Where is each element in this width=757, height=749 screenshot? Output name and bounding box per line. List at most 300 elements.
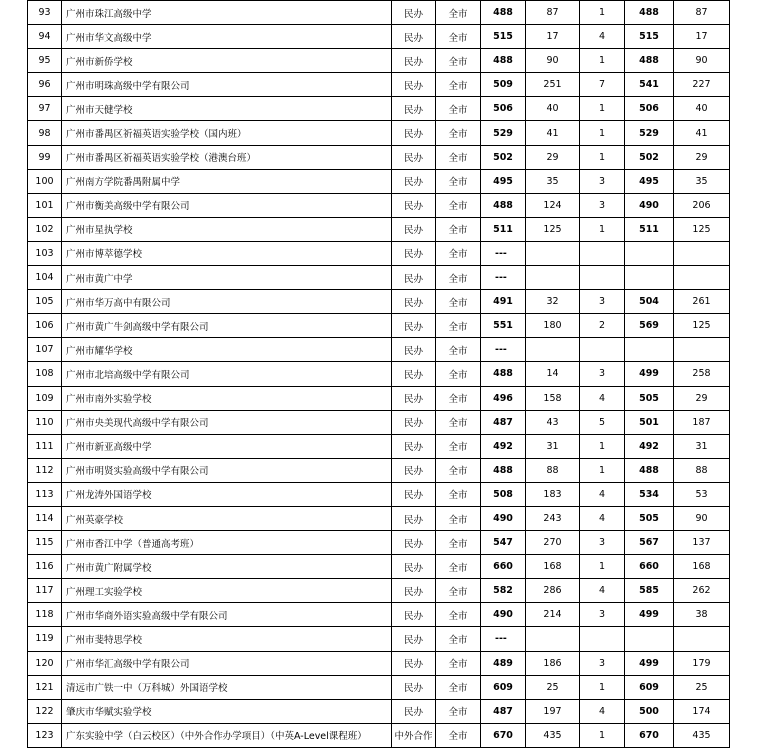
school-name-cell: 广州南方学院番禺附属中学	[62, 169, 392, 193]
min-score-cell: ---	[481, 338, 526, 362]
second-score-cell: 488	[625, 458, 674, 482]
school-name-cell: 广州英豪学校	[62, 506, 392, 530]
row-number-cell: 105	[28, 290, 62, 314]
second-score-cell: 502	[625, 145, 674, 169]
second-score-cell: 515	[625, 25, 674, 49]
enrollment-scope-cell: 全市	[436, 482, 481, 506]
table-row	[28, 386, 730, 410]
min-rank-cell: 243	[526, 506, 580, 530]
enrollment-scope-cell: 全市	[436, 627, 481, 651]
second-score-cell: 534	[625, 482, 674, 506]
school-name-cell: 广州市黄广中学	[62, 266, 392, 290]
min-score-cell: 489	[481, 651, 526, 675]
enrollment-scope-cell: 全市	[436, 1, 481, 25]
enrollment-scope-cell: 全市	[436, 25, 481, 49]
enrollment-scope-cell: 全市	[436, 145, 481, 169]
school-name-cell: 广州市耀华学校	[62, 338, 392, 362]
min-rank-cell: 214	[526, 603, 580, 627]
second-score-cell: 499	[625, 362, 674, 386]
row-number-cell: 99	[28, 145, 62, 169]
min-score-cell: 488	[481, 362, 526, 386]
second-score-cell: 660	[625, 555, 674, 579]
min-rank-cell: 40	[526, 97, 580, 121]
row-number-cell: 96	[28, 73, 62, 97]
enrollment-scope-cell: 全市	[436, 555, 481, 579]
min-rank-cell: 43	[526, 410, 580, 434]
tie-rank-cell: 4	[580, 579, 625, 603]
min-score-cell: 551	[481, 314, 526, 338]
school-type-cell: 民办	[392, 579, 436, 603]
enrollment-scope-cell: 全市	[436, 410, 481, 434]
tie-rank-cell: 1	[580, 217, 625, 241]
second-score-cell: 501	[625, 410, 674, 434]
school-type-cell: 民办	[392, 338, 436, 362]
school-type-cell: 民办	[392, 675, 436, 699]
second-rank-cell	[674, 627, 730, 651]
row-number-cell: 97	[28, 97, 62, 121]
enrollment-scope-cell: 全市	[436, 314, 481, 338]
second-rank-cell: 137	[674, 531, 730, 555]
row-number-cell: 114	[28, 506, 62, 530]
school-type-cell: 民办	[392, 314, 436, 338]
school-name-cell: 广州市斐特思学校	[62, 627, 392, 651]
second-rank-cell: 38	[674, 603, 730, 627]
row-number-cell: 120	[28, 651, 62, 675]
min-rank-cell: 168	[526, 555, 580, 579]
tie-rank-cell: 1	[580, 458, 625, 482]
tie-rank-cell	[580, 338, 625, 362]
min-score-cell: 582	[481, 579, 526, 603]
tie-rank-cell: 1	[580, 723, 625, 747]
enrollment-scope-cell: 全市	[436, 169, 481, 193]
table-row	[28, 338, 730, 362]
second-rank-cell: 262	[674, 579, 730, 603]
school-name-cell: 广州市华文高级中学	[62, 25, 392, 49]
second-rank-cell: 90	[674, 506, 730, 530]
school-name-cell: 广州龙涛外国语学校	[62, 482, 392, 506]
school-type-cell: 民办	[392, 506, 436, 530]
school-name-cell: 广州市番禺区祈福英语实验学校（港澳台班）	[62, 145, 392, 169]
tie-rank-cell: 1	[580, 1, 625, 25]
school-name-cell: 广州市华商外语实验高级中学有限公司	[62, 603, 392, 627]
min-score-cell: 506	[481, 97, 526, 121]
table-row	[28, 314, 730, 338]
second-rank-cell: 87	[674, 1, 730, 25]
min-rank-cell: 180	[526, 314, 580, 338]
min-score-cell: 660	[481, 555, 526, 579]
min-score-cell: 487	[481, 699, 526, 723]
min-score-cell: 509	[481, 73, 526, 97]
table-row	[28, 49, 730, 73]
enrollment-scope-cell: 全市	[436, 458, 481, 482]
min-score-cell: 495	[481, 169, 526, 193]
school-type-cell: 民办	[392, 145, 436, 169]
school-type-cell: 民办	[392, 169, 436, 193]
second-rank-cell: 206	[674, 193, 730, 217]
enrollment-scope-cell: 全市	[436, 434, 481, 458]
row-number-cell: 119	[28, 627, 62, 651]
school-type-cell: 中外合作	[392, 723, 436, 747]
second-score-cell: 511	[625, 217, 674, 241]
tie-rank-cell: 4	[580, 386, 625, 410]
school-name-cell: 肇庆市华赋实验学校	[62, 699, 392, 723]
school-type-cell: 民办	[392, 482, 436, 506]
min-rank-cell: 31	[526, 434, 580, 458]
row-number-cell: 108	[28, 362, 62, 386]
enrollment-scope-cell: 全市	[436, 651, 481, 675]
school-type-cell: 民办	[392, 49, 436, 73]
tie-rank-cell: 4	[580, 25, 625, 49]
second-score-cell	[625, 338, 674, 362]
school-name-cell: 广州市华汇高级中学有限公司	[62, 651, 392, 675]
tie-rank-cell: 1	[580, 145, 625, 169]
tie-rank-cell: 3	[580, 362, 625, 386]
table-row	[28, 458, 730, 482]
min-score-cell: 496	[481, 386, 526, 410]
school-name-cell: 广州市星执学校	[62, 217, 392, 241]
second-score-cell	[625, 266, 674, 290]
table-row	[28, 241, 730, 265]
tie-rank-cell: 5	[580, 410, 625, 434]
school-type-cell: 民办	[392, 266, 436, 290]
enrollment-scope-cell: 全市	[436, 241, 481, 265]
min-rank-cell: 197	[526, 699, 580, 723]
second-rank-cell: 168	[674, 555, 730, 579]
school-name-cell: 广州市华万高中有限公司	[62, 290, 392, 314]
min-score-cell: 487	[481, 410, 526, 434]
row-number-cell: 104	[28, 266, 62, 290]
table-row	[28, 482, 730, 506]
min-score-cell: 490	[481, 603, 526, 627]
school-type-cell: 民办	[392, 97, 436, 121]
row-number-cell: 112	[28, 458, 62, 482]
second-rank-cell: 179	[674, 651, 730, 675]
enrollment-scope-cell: 全市	[436, 386, 481, 410]
min-score-cell: 492	[481, 434, 526, 458]
min-rank-cell: 286	[526, 579, 580, 603]
school-name-cell: 广州市博萃德学校	[62, 241, 392, 265]
second-rank-cell: 174	[674, 699, 730, 723]
row-number-cell: 102	[28, 217, 62, 241]
second-score-cell: 529	[625, 121, 674, 145]
table-row	[28, 145, 730, 169]
row-number-cell: 103	[28, 241, 62, 265]
school-name-cell: 广州市香江中学（普通高考班）	[62, 531, 392, 555]
table-row	[28, 73, 730, 97]
second-rank-cell: 125	[674, 314, 730, 338]
table-row	[28, 579, 730, 603]
min-rank-cell: 124	[526, 193, 580, 217]
table-row	[28, 531, 730, 555]
min-rank-cell: 32	[526, 290, 580, 314]
second-score-cell: 567	[625, 531, 674, 555]
min-score-cell: 547	[481, 531, 526, 555]
min-score-cell: 515	[481, 25, 526, 49]
school-type-cell: 民办	[392, 217, 436, 241]
table-row	[28, 25, 730, 49]
second-score-cell: 505	[625, 386, 674, 410]
table-row	[28, 506, 730, 530]
min-rank-cell: 25	[526, 675, 580, 699]
row-number-cell: 113	[28, 482, 62, 506]
school-name-cell: 清远市广铁一中（万科城）外国语学校	[62, 675, 392, 699]
tie-rank-cell: 4	[580, 506, 625, 530]
second-score-cell: 609	[625, 675, 674, 699]
enrollment-scope-cell: 全市	[436, 217, 481, 241]
school-type-cell: 民办	[392, 290, 436, 314]
row-number-cell: 111	[28, 434, 62, 458]
table-row	[28, 699, 730, 723]
table-row	[28, 169, 730, 193]
min-rank-cell: 41	[526, 121, 580, 145]
enrollment-scope-cell: 全市	[436, 603, 481, 627]
table-row	[28, 97, 730, 121]
table-row	[28, 121, 730, 145]
min-rank-cell: 17	[526, 25, 580, 49]
enrollment-scope-cell: 全市	[436, 193, 481, 217]
admission-score-table	[27, 0, 730, 748]
row-number-cell: 100	[28, 169, 62, 193]
school-type-cell: 民办	[392, 651, 436, 675]
enrollment-scope-cell: 全市	[436, 723, 481, 747]
second-rank-cell: 227	[674, 73, 730, 97]
second-score-cell: 506	[625, 97, 674, 121]
min-rank-cell: 270	[526, 531, 580, 555]
second-score-cell	[625, 241, 674, 265]
second-rank-cell: 29	[674, 386, 730, 410]
row-number-cell: 107	[28, 338, 62, 362]
table-row	[28, 627, 730, 651]
enrollment-scope-cell: 全市	[436, 362, 481, 386]
school-type-cell: 民办	[392, 362, 436, 386]
min-rank-cell	[526, 338, 580, 362]
school-name-cell: 广州市衡美高级中学有限公司	[62, 193, 392, 217]
second-score-cell: 492	[625, 434, 674, 458]
table-row	[28, 723, 730, 747]
row-number-cell: 109	[28, 386, 62, 410]
min-rank-cell	[526, 266, 580, 290]
tie-rank-cell: 2	[580, 314, 625, 338]
min-rank-cell: 251	[526, 73, 580, 97]
row-number-cell: 118	[28, 603, 62, 627]
second-score-cell: 500	[625, 699, 674, 723]
table-row	[28, 555, 730, 579]
enrollment-scope-cell: 全市	[436, 290, 481, 314]
second-score-cell: 499	[625, 651, 674, 675]
school-type-cell: 民办	[392, 699, 436, 723]
school-type-cell: 民办	[392, 386, 436, 410]
school-type-cell: 民办	[392, 531, 436, 555]
min-score-cell: 488	[481, 1, 526, 25]
table-row	[28, 266, 730, 290]
school-type-cell: 民办	[392, 121, 436, 145]
row-number-cell: 115	[28, 531, 62, 555]
min-score-cell: 529	[481, 121, 526, 145]
enrollment-scope-cell: 全市	[436, 266, 481, 290]
second-rank-cell: 125	[674, 217, 730, 241]
school-type-cell: 民办	[392, 73, 436, 97]
second-rank-cell: 29	[674, 145, 730, 169]
school-name-cell: 广州市番禺区祈福英语实验学校（国内班）	[62, 121, 392, 145]
tie-rank-cell	[580, 241, 625, 265]
row-number-cell: 123	[28, 723, 62, 747]
min-rank-cell: 87	[526, 1, 580, 25]
min-rank-cell: 183	[526, 482, 580, 506]
enrollment-scope-cell: 全市	[436, 506, 481, 530]
tie-rank-cell: 3	[580, 169, 625, 193]
min-score-cell: 609	[481, 675, 526, 699]
second-rank-cell: 88	[674, 458, 730, 482]
row-number-cell: 101	[28, 193, 62, 217]
school-name-cell: 广州市新亚高级中学	[62, 434, 392, 458]
tie-rank-cell: 3	[580, 290, 625, 314]
enrollment-scope-cell: 全市	[436, 49, 481, 73]
row-number-cell: 122	[28, 699, 62, 723]
tie-rank-cell: 1	[580, 49, 625, 73]
second-score-cell: 670	[625, 723, 674, 747]
second-score-cell: 505	[625, 506, 674, 530]
min-score-cell: 670	[481, 723, 526, 747]
enrollment-scope-cell: 全市	[436, 97, 481, 121]
second-rank-cell: 40	[674, 97, 730, 121]
second-score-cell: 490	[625, 193, 674, 217]
table-row	[28, 193, 730, 217]
school-name-cell: 广州市黄广附属学校	[62, 555, 392, 579]
second-rank-cell: 53	[674, 482, 730, 506]
school-type-cell: 民办	[392, 627, 436, 651]
min-rank-cell: 435	[526, 723, 580, 747]
second-rank-cell: 41	[674, 121, 730, 145]
min-rank-cell: 29	[526, 145, 580, 169]
min-score-cell: 488	[481, 193, 526, 217]
school-type-cell: 民办	[392, 25, 436, 49]
min-score-cell: 488	[481, 49, 526, 73]
tie-rank-cell: 3	[580, 193, 625, 217]
second-score-cell: 499	[625, 603, 674, 627]
table-row	[28, 603, 730, 627]
tie-rank-cell: 4	[580, 699, 625, 723]
table-row	[28, 675, 730, 699]
second-score-cell: 541	[625, 73, 674, 97]
min-score-cell: ---	[481, 627, 526, 651]
second-rank-cell: 261	[674, 290, 730, 314]
tie-rank-cell: 3	[580, 603, 625, 627]
second-rank-cell: 17	[674, 25, 730, 49]
enrollment-scope-cell: 全市	[436, 699, 481, 723]
row-number-cell: 95	[28, 49, 62, 73]
table-row	[28, 290, 730, 314]
min-rank-cell: 14	[526, 362, 580, 386]
min-score-cell: 508	[481, 482, 526, 506]
enrollment-scope-cell: 全市	[436, 121, 481, 145]
row-number-cell: 94	[28, 25, 62, 49]
school-type-cell: 民办	[392, 1, 436, 25]
min-rank-cell	[526, 241, 580, 265]
second-score-cell: 488	[625, 1, 674, 25]
second-score-cell: 504	[625, 290, 674, 314]
min-rank-cell: 35	[526, 169, 580, 193]
school-type-cell: 民办	[392, 603, 436, 627]
table-row	[28, 410, 730, 434]
enrollment-scope-cell: 全市	[436, 338, 481, 362]
enrollment-scope-cell: 全市	[436, 73, 481, 97]
school-type-cell: 民办	[392, 458, 436, 482]
school-name-cell: 广州市黄广牛剑高级中学有限公司	[62, 314, 392, 338]
school-type-cell: 民办	[392, 410, 436, 434]
second-rank-cell: 35	[674, 169, 730, 193]
second-score-cell: 585	[625, 579, 674, 603]
min-score-cell: 491	[481, 290, 526, 314]
second-score-cell: 488	[625, 49, 674, 73]
tie-rank-cell: 3	[580, 531, 625, 555]
school-name-cell: 广州市珠江高级中学	[62, 1, 392, 25]
school-name-cell: 广州市新侨学校	[62, 49, 392, 73]
school-name-cell: 广州市天健学校	[62, 97, 392, 121]
tie-rank-cell: 1	[580, 555, 625, 579]
second-rank-cell	[674, 338, 730, 362]
min-score-cell: 511	[481, 217, 526, 241]
row-number-cell: 98	[28, 121, 62, 145]
school-name-cell: 广州理工实验学校	[62, 579, 392, 603]
min-rank-cell: 125	[526, 217, 580, 241]
second-rank-cell: 435	[674, 723, 730, 747]
second-score-cell: 569	[625, 314, 674, 338]
table-row	[28, 651, 730, 675]
row-number-cell: 116	[28, 555, 62, 579]
tie-rank-cell	[580, 266, 625, 290]
tie-rank-cell: 1	[580, 434, 625, 458]
school-type-cell: 民办	[392, 555, 436, 579]
school-name-cell: 广州市南外实验学校	[62, 386, 392, 410]
second-rank-cell	[674, 266, 730, 290]
school-name-cell: 广州市北培高级中学有限公司	[62, 362, 392, 386]
school-name-cell: 广州市明贤实验高级中学有限公司	[62, 458, 392, 482]
tie-rank-cell: 7	[580, 73, 625, 97]
tie-rank-cell: 4	[580, 482, 625, 506]
tie-rank-cell: 3	[580, 651, 625, 675]
school-name-cell: 广东实验中学（白云校区）（中外合作办学项目）（中英A-Level课程班）	[62, 723, 392, 747]
second-rank-cell	[674, 241, 730, 265]
min-score-cell: ---	[481, 266, 526, 290]
table-row	[28, 217, 730, 241]
min-score-cell: 502	[481, 145, 526, 169]
school-name-cell: 广州市明珠高级中学有限公司	[62, 73, 392, 97]
enrollment-scope-cell: 全市	[436, 675, 481, 699]
row-number-cell: 93	[28, 1, 62, 25]
row-number-cell: 110	[28, 410, 62, 434]
row-number-cell: 117	[28, 579, 62, 603]
tie-rank-cell	[580, 627, 625, 651]
row-number-cell: 106	[28, 314, 62, 338]
second-score-cell	[625, 627, 674, 651]
min-score-cell: 490	[481, 506, 526, 530]
min-rank-cell: 158	[526, 386, 580, 410]
school-name-cell: 广州市央美现代高级中学有限公司	[62, 410, 392, 434]
table-row	[28, 1, 730, 25]
tie-rank-cell: 1	[580, 97, 625, 121]
min-rank-cell: 88	[526, 458, 580, 482]
min-score-cell: ---	[481, 241, 526, 265]
second-rank-cell: 25	[674, 675, 730, 699]
second-rank-cell: 187	[674, 410, 730, 434]
school-type-cell: 民办	[392, 193, 436, 217]
second-rank-cell: 31	[674, 434, 730, 458]
table-row	[28, 434, 730, 458]
min-rank-cell: 186	[526, 651, 580, 675]
enrollment-scope-cell: 全市	[436, 579, 481, 603]
enrollment-scope-cell: 全市	[436, 531, 481, 555]
second-score-cell: 495	[625, 169, 674, 193]
